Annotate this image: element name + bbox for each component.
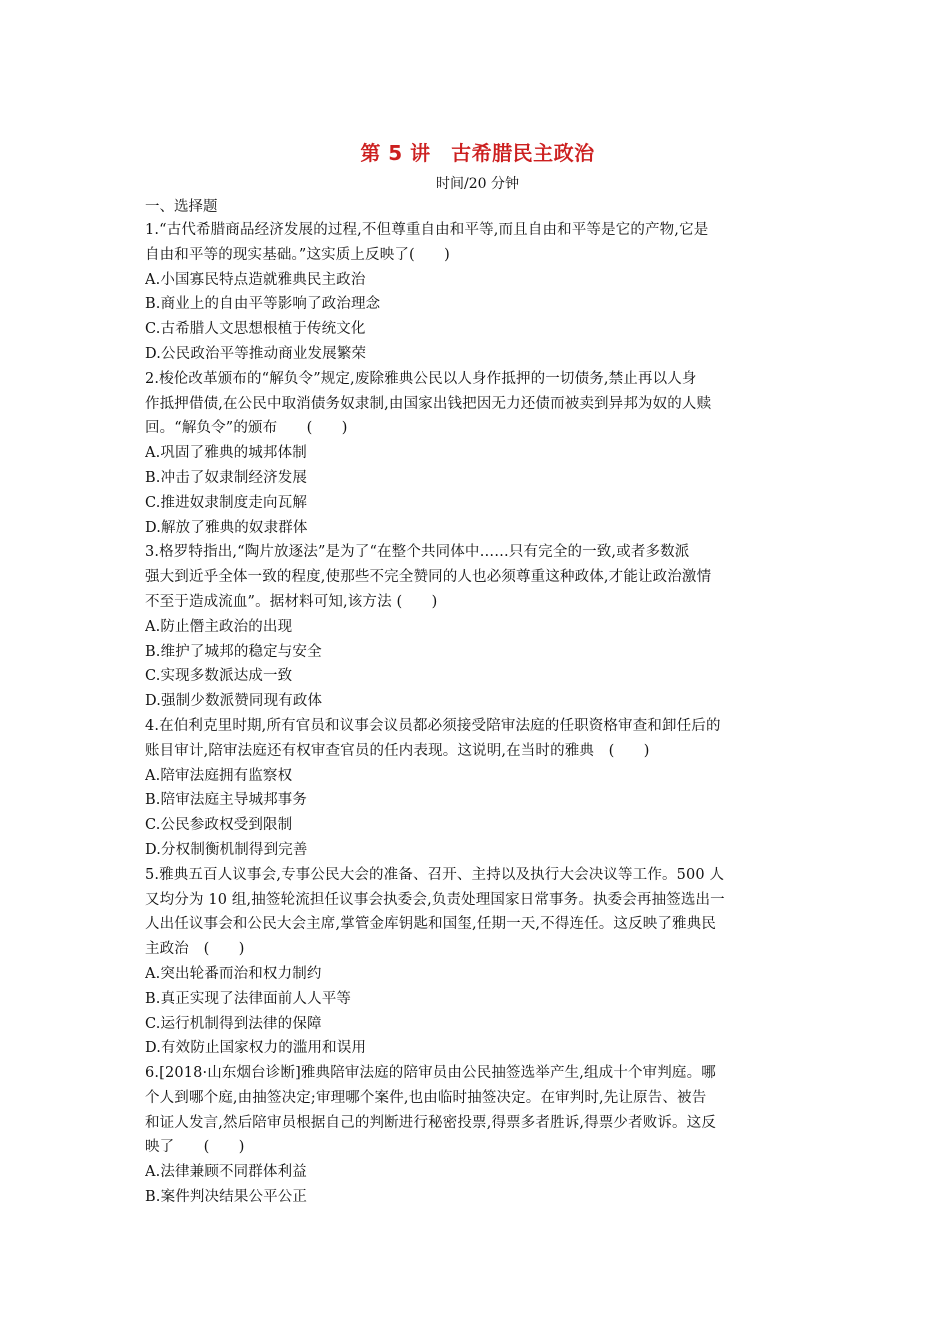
text-line: C.古希腊人文思想根植于传统文化 xyxy=(145,321,366,338)
text-line: 主政治 ( ) xyxy=(145,941,245,958)
time-limit: 时间/20 分钟 xyxy=(436,176,519,192)
text-line: 个人到哪个庭,由抽签决定;审理哪个案件,也由临时抽签决定。在审判时,先让原告、被告 xyxy=(145,1089,707,1106)
text-line: D.有效防止国家权力的滥用和误用 xyxy=(145,1040,367,1057)
text-line: B.商业上的自由平等影响了政治理念 xyxy=(145,296,381,313)
text-line: A.陪审法庭拥有监察权 xyxy=(145,767,293,784)
text-line: A.巩固了雅典的城邦体制 xyxy=(145,445,307,462)
text-line: 1.“古代希腊商品经济发展的过程,不但尊重自由和平等,而且自由和平等是它的产物,它是 xyxy=(145,222,709,238)
text-line: 又均分为 10 组,抽签轮流担任议事会执委会,负责处理国家日常事务。执委会再抽签选出一 xyxy=(145,891,725,908)
text-line: B.冲击了奴隶制经济发展 xyxy=(145,469,308,486)
text-line: 3.格罗特指出,“陶片放逐法”是为了“在整个共同体中……只有完全的一致,或者多数派 xyxy=(145,544,690,561)
text-line: 4.在伯利克里时期,所有官员和议事会议员都必须接受陪审法庭的任职资格审查和卸任后的 xyxy=(145,717,721,734)
text-line: 6.[2018·山东烟台诊断]雅典陪审法庭的陪审员由公民抽签选举产生,组成十个审判庭。哪 xyxy=(145,1065,716,1082)
text-line: 自由和平等的现实基础。”这实质上反映了( ) xyxy=(145,246,450,263)
text-line: A.法律兼顾不同群体利益 xyxy=(145,1164,307,1181)
text-line: B.案件判决结果公平公正 xyxy=(145,1189,308,1206)
text-line: D.解放了雅典的奴隶群体 xyxy=(145,519,308,536)
text-line: B.陪审法庭主导城邦事务 xyxy=(145,792,308,809)
section-heading: 一、选择题 xyxy=(145,199,218,215)
text-line: 人出任议事会和公民大会主席,掌管金库钥匙和国玺,任期一天,不得连任。这反映了雅典民 xyxy=(145,916,716,933)
text-line: D.公民政治平等推动商业发展繁荣 xyxy=(145,345,367,362)
text-line: 不至于造成流血”。据材料可知,该方法 ( ) xyxy=(145,593,438,610)
text-line: C.实现多数派达成一致 xyxy=(145,668,293,685)
text-line: D.分权制衡机制得到完善 xyxy=(145,841,308,858)
text-line: 作抵押借债,在公民中取消债务奴隶制,由国家出钱把因无力还债而被卖到异邦为奴的人赎 xyxy=(145,395,712,412)
text-line: 回。“解负令”的颁布 ( ) xyxy=(145,420,348,437)
lesson-title: 第 5 讲 古希腊民主政治 xyxy=(360,141,595,165)
text-line: 账目审计,陪审法庭还有权审查官员的任内表现。这说明,在当时的雅典 ( ) xyxy=(145,742,650,759)
question-text xyxy=(145,218,810,1210)
text-line: 5.雅典五百人议事会,专事公民大会的准备、召开、主持以及执行大会决议等工作。500 人 xyxy=(145,866,725,883)
text-line: C.公民参政权受到限制 xyxy=(145,817,293,834)
text-line: 和证人发言,然后陪审员根据自己的判断进行秘密投票,得票多者胜诉,得票少者败诉。这反 xyxy=(145,1114,716,1131)
text-line: A.突出轮番而治和权力制约 xyxy=(145,965,322,982)
text-line: D.强制少数派赞同现有政体 xyxy=(145,693,323,710)
text-line: 映了 ( ) xyxy=(145,1139,245,1156)
text-line: B.维护了城邦的稳定与安全 xyxy=(145,643,322,660)
text-line: C.运行机制得到法律的保障 xyxy=(145,1015,322,1032)
text-line: 2.梭伦改革颁布的“解负令”规定,废除雅典公民以人身作抵押的一切债务,禁止再以人身 xyxy=(145,370,697,387)
text-line: 强大到近乎全体一致的程度,使那些不完全赞同的人也必须尊重这种政体,才能让政治激情 xyxy=(145,569,712,586)
document-page xyxy=(145,138,810,1210)
text-line: A.小国寡民特点造就雅典民主政治 xyxy=(145,271,366,288)
text-line: B.真正实现了法律面前人人平等 xyxy=(145,990,352,1007)
text-line: C.推进奴隶制度走向瓦解 xyxy=(145,494,307,511)
text-line: A.防止僭主政治的出现 xyxy=(145,618,293,635)
